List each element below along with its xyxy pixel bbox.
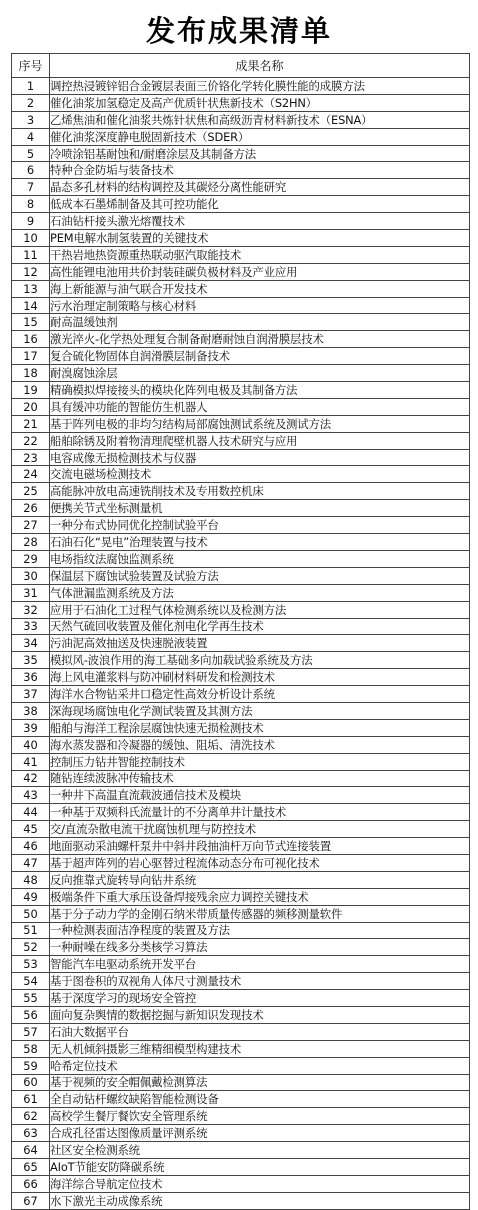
table-row bbox=[12, 939, 470, 956]
serial-number-cell: 34 bbox=[12, 635, 50, 652]
serial-number-cell: 53 bbox=[12, 956, 50, 973]
result-name-cell: 一种基于双频科氏流量计的不分离单井计量技术 bbox=[50, 804, 470, 821]
result-name-cell: 基于深度学习的现场安全管控 bbox=[50, 990, 470, 1007]
table-row bbox=[12, 483, 470, 500]
result-name-cell: 海洋水合物钻采井口稳定性高效分析设计系统 bbox=[50, 686, 470, 703]
result-name-cell: PEM电解水制氢装置的关键技术 bbox=[50, 230, 470, 247]
serial-number-cell: 22 bbox=[12, 432, 50, 449]
result-name-cell: 模拟风-波浪作用的海工基础多向加载试验系统及方法 bbox=[50, 652, 470, 669]
result-name-cell: 海上风电灌浆料与防冲刷材料研发和检测技术 bbox=[50, 669, 470, 686]
header-row bbox=[12, 54, 470, 78]
result-name-cell: 调控热浸镀锌铝合金镀层表面三价铬化学转化膜性能的成膜方法 bbox=[50, 78, 470, 95]
results-table bbox=[11, 53, 470, 1210]
table-body bbox=[12, 78, 470, 1210]
serial-number-cell: 58 bbox=[12, 1040, 50, 1057]
serial-number-cell: 3 bbox=[12, 111, 50, 128]
serial-number-cell: 33 bbox=[12, 618, 50, 635]
result-name-cell: 海洋综合导航定位技术 bbox=[50, 1175, 470, 1192]
table-row bbox=[12, 804, 470, 821]
serial-number-cell: 47 bbox=[12, 854, 50, 871]
serial-number-cell: 6 bbox=[12, 162, 50, 179]
serial-number-cell: 59 bbox=[12, 1057, 50, 1074]
serial-number-cell: 40 bbox=[12, 736, 50, 753]
serial-number-cell: 66 bbox=[12, 1175, 50, 1192]
serial-number-cell: 26 bbox=[12, 500, 50, 517]
serial-number-cell: 18 bbox=[12, 365, 50, 382]
result-name-cell: 社区安全检测系统 bbox=[50, 1142, 470, 1159]
result-name-cell: 一种耐噪在线多分类核学习算法 bbox=[50, 939, 470, 956]
serial-number-cell: 29 bbox=[12, 550, 50, 567]
table-row bbox=[12, 787, 470, 804]
table-row bbox=[12, 432, 470, 449]
table-row bbox=[12, 550, 470, 567]
serial-number-cell: 50 bbox=[12, 905, 50, 922]
result-name-cell: 基于视频的安全帽佩戴检测算法 bbox=[50, 1074, 470, 1091]
serial-number-cell: 42 bbox=[12, 770, 50, 787]
result-name-cell: 石油钻杆接头激光熔覆技术 bbox=[50, 213, 470, 230]
result-name-cell: 水下激光主动成像系统 bbox=[50, 1192, 470, 1209]
serial-number-cell: 1 bbox=[12, 78, 50, 95]
serial-number-cell: 27 bbox=[12, 517, 50, 534]
result-name-cell: 高能脉冲放电高速铣削技术及专用数控机床 bbox=[50, 483, 470, 500]
table-row bbox=[12, 1192, 470, 1209]
table-row bbox=[12, 821, 470, 838]
table-row bbox=[12, 196, 470, 213]
table-row bbox=[12, 1091, 470, 1108]
table-row bbox=[12, 686, 470, 703]
result-name-cell: 晶态多孔材料的结构调控及其碳烃分离性能研究 bbox=[50, 179, 470, 196]
result-name-cell: 一种检测表面洁净程度的装置及方法 bbox=[50, 922, 470, 939]
header-result-name: 成果名称 bbox=[50, 54, 470, 78]
table-header bbox=[12, 54, 470, 78]
table-row bbox=[12, 1057, 470, 1074]
serial-number-cell: 28 bbox=[12, 534, 50, 551]
table-row bbox=[12, 652, 470, 669]
table-row bbox=[12, 1006, 470, 1023]
serial-number-cell: 60 bbox=[12, 1074, 50, 1091]
result-name-cell: 高性能锂电池用共价封装硅碳负极材料及产业应用 bbox=[50, 263, 470, 280]
result-name-cell: 天然气硫回收装置及催化剂电化学再生技术 bbox=[50, 618, 470, 635]
serial-number-cell: 52 bbox=[12, 939, 50, 956]
table-row bbox=[12, 635, 470, 652]
serial-number-cell: 38 bbox=[12, 702, 50, 719]
table-row bbox=[12, 990, 470, 1007]
result-name-cell: 交流电磁场检测技术 bbox=[50, 466, 470, 483]
serial-number-cell: 30 bbox=[12, 567, 50, 584]
serial-number-cell: 32 bbox=[12, 601, 50, 618]
result-name-cell: 全自动钻杆螺纹缺陷智能检测设备 bbox=[50, 1091, 470, 1108]
table-row bbox=[12, 246, 470, 263]
result-name-cell: 催化油浆深度静电脱固新技术（SDER） bbox=[50, 128, 470, 145]
serial-number-cell: 15 bbox=[12, 314, 50, 331]
result-name-cell: 石油大数据平台 bbox=[50, 1023, 470, 1040]
serial-number-cell: 21 bbox=[12, 415, 50, 432]
result-name-cell: 高校学生餐厅餐饮安全管理系统 bbox=[50, 1108, 470, 1125]
result-name-cell: 极端条件下重大承压设备焊接残余应力调控关键技术 bbox=[50, 888, 470, 905]
serial-number-cell: 9 bbox=[12, 213, 50, 230]
serial-number-cell: 24 bbox=[12, 466, 50, 483]
table-row bbox=[12, 1023, 470, 1040]
result-name-cell: 深海现场腐蚀电化学测试装置及其测方法 bbox=[50, 702, 470, 719]
result-name-cell: 一种分布式协同优化控制试验平台 bbox=[50, 517, 470, 534]
table-row bbox=[12, 111, 470, 128]
table-row bbox=[12, 449, 470, 466]
serial-number-cell: 31 bbox=[12, 584, 50, 601]
table-row bbox=[12, 770, 470, 787]
serial-number-cell: 43 bbox=[12, 787, 50, 804]
result-name-cell: 交/直流杂散电流干扰腐蚀机理与防控技术 bbox=[50, 821, 470, 838]
serial-number-cell: 65 bbox=[12, 1159, 50, 1176]
serial-number-cell: 45 bbox=[12, 821, 50, 838]
table-row bbox=[12, 669, 470, 686]
table-row bbox=[12, 331, 470, 348]
serial-number-cell: 13 bbox=[12, 280, 50, 297]
serial-number-cell: 55 bbox=[12, 990, 50, 1007]
result-name-cell: 冷喷涂铝基耐蚀和/耐磨涂层及其制备方法 bbox=[50, 145, 470, 162]
result-name-cell: 干热岩地热资源重热联动驱汽取能技术 bbox=[50, 246, 470, 263]
serial-number-cell: 4 bbox=[12, 128, 50, 145]
serial-number-cell: 62 bbox=[12, 1108, 50, 1125]
serial-number-cell: 12 bbox=[12, 263, 50, 280]
result-name-cell: 石油石化“晃电”治理装置与技术 bbox=[50, 534, 470, 551]
table-row bbox=[12, 905, 470, 922]
table-row bbox=[12, 854, 470, 871]
table-row bbox=[12, 956, 470, 973]
serial-number-cell: 17 bbox=[12, 348, 50, 365]
serial-number-cell: 51 bbox=[12, 922, 50, 939]
serial-number-cell: 44 bbox=[12, 804, 50, 821]
serial-number-cell: 36 bbox=[12, 669, 50, 686]
table-row bbox=[12, 753, 470, 770]
table-row bbox=[12, 534, 470, 551]
serial-number-cell: 25 bbox=[12, 483, 50, 500]
serial-number-cell: 10 bbox=[12, 230, 50, 247]
result-name-cell: 催化油浆加氢稳定及高产优质针状焦新技术（S2HN） bbox=[50, 94, 470, 111]
serial-number-cell: 64 bbox=[12, 1142, 50, 1159]
table-row bbox=[12, 466, 470, 483]
page-title: 发布成果清单 bbox=[145, 14, 332, 48]
table-row bbox=[12, 179, 470, 196]
table-row bbox=[12, 736, 470, 753]
serial-number-cell: 14 bbox=[12, 297, 50, 314]
result-name-cell: 基于阵列电极的非均匀结构局部腐蚀测试系统及测试方法 bbox=[50, 415, 470, 432]
table-row bbox=[12, 838, 470, 855]
result-name-cell: 便携关节式坐标测量机 bbox=[50, 500, 470, 517]
table-row bbox=[12, 348, 470, 365]
table-row bbox=[12, 973, 470, 990]
result-name-cell: 无人机倾斜摄影三维精细模型构建技术 bbox=[50, 1040, 470, 1057]
table-row bbox=[12, 601, 470, 618]
table-row bbox=[12, 230, 470, 247]
header-serial-number: 序号 bbox=[12, 54, 50, 78]
result-name-cell: 复合硫化物固体自润滑膜层制备技术 bbox=[50, 348, 470, 365]
result-name-cell: 合成孔径雷达图像质量评测系统 bbox=[50, 1125, 470, 1142]
serial-number-cell: 23 bbox=[12, 449, 50, 466]
result-name-cell: 污水治理定制策略与核心材料 bbox=[50, 297, 470, 314]
serial-number-cell: 54 bbox=[12, 973, 50, 990]
result-name-cell: 海上新能源与油气联合开发技术 bbox=[50, 280, 470, 297]
serial-number-cell: 35 bbox=[12, 652, 50, 669]
table-row bbox=[12, 517, 470, 534]
table-row bbox=[12, 702, 470, 719]
result-name-cell: 污油泥高效抽送及快速脱液装置 bbox=[50, 635, 470, 652]
serial-number-cell: 67 bbox=[12, 1192, 50, 1209]
result-name-cell: 海水蒸发器和冷凝器的缓蚀、阻垢、清洗技术 bbox=[50, 736, 470, 753]
result-name-cell: 耐溴腐蚀涂层 bbox=[50, 365, 470, 382]
result-name-cell: 一种井下高温直流载波通信技术及模块 bbox=[50, 787, 470, 804]
result-name-cell: 特种合金防垢与装备技术 bbox=[50, 162, 470, 179]
table-row bbox=[12, 415, 470, 432]
serial-number-cell: 2 bbox=[12, 94, 50, 111]
table-row bbox=[12, 398, 470, 415]
result-name-cell: 低成本石墨烯制备及其可控功能化 bbox=[50, 196, 470, 213]
serial-number-cell: 49 bbox=[12, 888, 50, 905]
serial-number-cell: 19 bbox=[12, 382, 50, 399]
serial-number-cell: 5 bbox=[12, 145, 50, 162]
table-row bbox=[12, 145, 470, 162]
table-row bbox=[12, 213, 470, 230]
result-name-cell: 面向复杂舆情的数据挖掘与新知识发现技术 bbox=[50, 1006, 470, 1023]
result-name-cell: 智能汽车电驱动系统开发平台 bbox=[50, 956, 470, 973]
result-name-cell: 反向推靠式旋转导向钻井系统 bbox=[50, 871, 470, 888]
result-name-cell: 随钻连续波脉冲传输技术 bbox=[50, 770, 470, 787]
table-row bbox=[12, 94, 470, 111]
result-name-cell: 乙烯焦油和催化油浆共炼针状焦和高级沥青材料新技术（ESNA） bbox=[50, 111, 470, 128]
table-row bbox=[12, 314, 470, 331]
table-row bbox=[12, 382, 470, 399]
table-row bbox=[12, 1125, 470, 1142]
result-name-cell: 基于图卷积的双视角人体尺寸测量技术 bbox=[50, 973, 470, 990]
result-name-cell: 电场指纹法腐蚀监测系统 bbox=[50, 550, 470, 567]
table-row bbox=[12, 922, 470, 939]
table-row bbox=[12, 297, 470, 314]
serial-number-cell: 41 bbox=[12, 753, 50, 770]
result-name-cell: 地面驱动采油螺杆泵井中斜井段抽油杆万向节式连接装置 bbox=[50, 838, 470, 855]
result-name-cell: 精确模拟焊接接头的模块化阵列电极及其制备方法 bbox=[50, 382, 470, 399]
table-row bbox=[12, 1175, 470, 1192]
result-name-cell: 具有缓冲功能的智能仿生机器人 bbox=[50, 398, 470, 415]
result-name-cell: 基于分子动力学的金刚石纳米带质量传感器的频移测量软件 bbox=[50, 905, 470, 922]
table-row bbox=[12, 567, 470, 584]
serial-number-cell: 61 bbox=[12, 1091, 50, 1108]
serial-number-cell: 63 bbox=[12, 1125, 50, 1142]
table-row bbox=[12, 1108, 470, 1125]
table-row bbox=[12, 888, 470, 905]
table-row bbox=[12, 500, 470, 517]
table-row bbox=[12, 78, 470, 95]
result-name-cell: AIoT节能安防降碳系统 bbox=[50, 1159, 470, 1176]
table-row bbox=[12, 162, 470, 179]
serial-number-cell: 46 bbox=[12, 838, 50, 855]
serial-number-cell: 8 bbox=[12, 196, 50, 213]
result-name-cell: 激光淬火-化学热处理复合制备耐磨耐蚀自润滑膜层技术 bbox=[50, 331, 470, 348]
table-row bbox=[12, 365, 470, 382]
serial-number-cell: 48 bbox=[12, 871, 50, 888]
table-row bbox=[12, 1074, 470, 1091]
table-row bbox=[12, 1159, 470, 1176]
table-row bbox=[12, 280, 470, 297]
table-row bbox=[12, 719, 470, 736]
serial-number-cell: 56 bbox=[12, 1006, 50, 1023]
table-row bbox=[12, 1040, 470, 1057]
result-name-cell: 耐高温缓蚀剂 bbox=[50, 314, 470, 331]
result-name-cell: 气体泄漏监测系统及方法 bbox=[50, 584, 470, 601]
table-row bbox=[12, 584, 470, 601]
serial-number-cell: 37 bbox=[12, 686, 50, 703]
serial-number-cell: 57 bbox=[12, 1023, 50, 1040]
table-row bbox=[12, 1142, 470, 1159]
result-name-cell: 船舶除锈及附着物清理爬壁机器人技术研究与应用 bbox=[50, 432, 470, 449]
serial-number-cell: 39 bbox=[12, 719, 50, 736]
serial-number-cell: 7 bbox=[12, 179, 50, 196]
result-name-cell: 控制压力钻井智能控制技术 bbox=[50, 753, 470, 770]
result-name-cell: 船舶与海洋工程涂层腐蚀快速无损检测技术 bbox=[50, 719, 470, 736]
result-name-cell: 保温层下腐蚀试验装置及试验方法 bbox=[50, 567, 470, 584]
serial-number-cell: 11 bbox=[12, 246, 50, 263]
serial-number-cell: 20 bbox=[12, 398, 50, 415]
table-row bbox=[12, 871, 470, 888]
table-row bbox=[12, 263, 470, 280]
result-name-cell: 电容成像无损检测技术与仪器 bbox=[50, 449, 470, 466]
table-row bbox=[12, 618, 470, 635]
serial-number-cell: 16 bbox=[12, 331, 50, 348]
result-name-cell: 应用于石油化工过程气体检测系统以及检测方法 bbox=[50, 601, 470, 618]
result-name-cell: 基于超声阵列的岩心驱替过程流体动态分布可视化技术 bbox=[50, 854, 470, 871]
result-name-cell: 哈希定位技术 bbox=[50, 1057, 470, 1074]
table-row bbox=[12, 128, 470, 145]
